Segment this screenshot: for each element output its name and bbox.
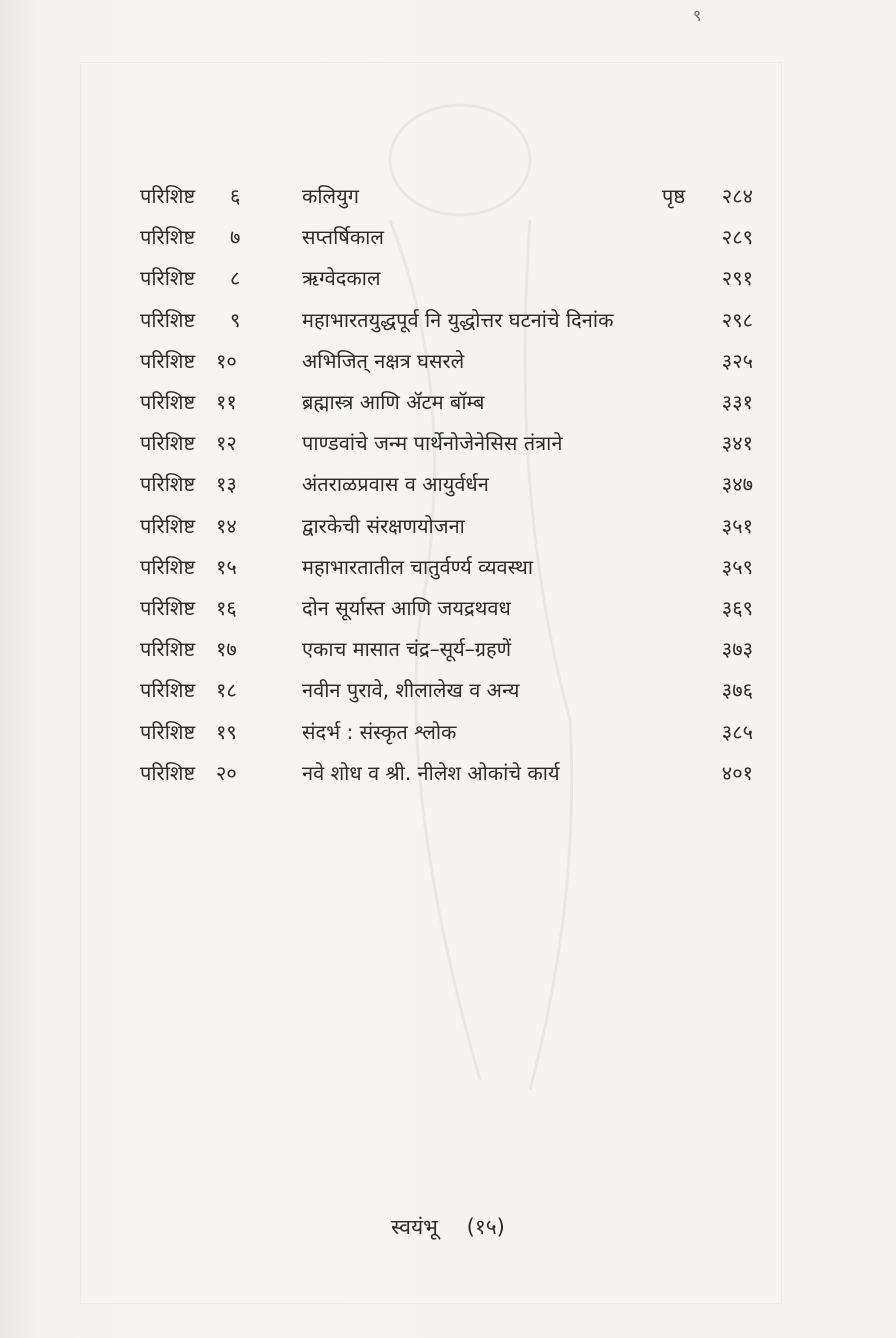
appendix-label: परिशिष्ट xyxy=(140,678,196,703)
appendix-number: ११ xyxy=(216,390,237,414)
toc-row xyxy=(0,547,896,587)
appendix-label: परिशिष्ट xyxy=(140,472,196,497)
appendix-title[interactable]: सप्तर्षिकाल xyxy=(302,225,384,250)
page-number: ३५१ xyxy=(721,513,753,538)
page-prefix: पृष्ठ xyxy=(662,184,686,208)
appendix-label: परिशिष्ट xyxy=(140,266,196,291)
appendix-label: परिशिष्ट xyxy=(140,184,196,208)
appendix-number: १४ xyxy=(216,513,237,538)
appendix-title[interactable]: अभिजित् नक्षत्र घसरले xyxy=(302,348,465,373)
toc-row xyxy=(0,629,896,669)
toc-row xyxy=(0,588,896,628)
appendix-title[interactable]: एकाच मासात चंद्र–सूर्य–ग्रहणें xyxy=(302,637,512,662)
appendix-number: १२ xyxy=(216,431,237,456)
appendix-number: १३ xyxy=(216,472,237,497)
appendix-title[interactable]: द्वारकेची संरक्षणयोजना xyxy=(302,513,465,538)
page-number: ३७३ xyxy=(721,637,753,662)
toc-row xyxy=(0,506,896,546)
appendix-number: १८ xyxy=(216,678,237,703)
appendix-title[interactable]: दोन सूर्यास्त आणि जयद्रथवध xyxy=(302,596,511,620)
appendix-label: परिशिष्ट xyxy=(140,431,196,456)
appendix-title[interactable]: ब्रह्मास्त्र आणि ॲटम बॉम्ब xyxy=(302,390,485,414)
page-number: ३५९ xyxy=(721,554,753,579)
toc-row xyxy=(0,258,896,298)
appendix-number: ८ xyxy=(230,266,241,291)
appendix-label: परिशिष्ट xyxy=(140,307,196,332)
toc-row xyxy=(0,341,896,381)
appendix-label: परिशिष्ट xyxy=(140,225,196,250)
appendix-number: ९ xyxy=(230,307,241,332)
appendix-number: ७ xyxy=(230,225,241,250)
page-number: ३३१ xyxy=(721,390,753,414)
appendix-title[interactable]: पाण्डवांचे जन्म पार्थेनोजेनेसिस तंत्राने xyxy=(302,431,563,456)
page-number: ३२५ xyxy=(721,348,753,373)
appendix-number: १७ xyxy=(216,637,237,662)
footer-page-number: (१५) xyxy=(466,1215,505,1239)
page-number: २८९ xyxy=(721,225,753,250)
toc-row xyxy=(0,176,896,216)
appendix-number: १० xyxy=(216,348,237,373)
page-number: ३८५ xyxy=(721,719,753,744)
appendix-number: ६ xyxy=(230,184,241,208)
page-number: ४०१ xyxy=(721,760,753,785)
toc-row xyxy=(0,423,896,463)
toc-row xyxy=(0,753,896,793)
page-number: ३४१ xyxy=(721,431,753,456)
page-number: २८४ xyxy=(721,184,753,208)
appendix-number: १६ xyxy=(216,596,237,620)
appendix-label: परिशिष्ट xyxy=(140,348,196,373)
appendix-title[interactable]: संदर्भ : संस्कृत श्लोक xyxy=(302,719,457,744)
page-footer xyxy=(0,1210,896,1244)
appendix-title[interactable]: ऋग्वेदकाल xyxy=(302,266,381,291)
toc-row xyxy=(0,217,896,257)
appendix-label: परिशिष्ट xyxy=(140,513,196,538)
page-number: ३६९ xyxy=(721,596,753,620)
appendix-label: परिशिष्ट xyxy=(140,390,196,414)
toc-row xyxy=(0,670,896,710)
appendix-title[interactable]: महाभारतातील चातुर्वर्ण्य व्यवस्था xyxy=(302,554,534,579)
page-number: ३७६ xyxy=(721,678,753,703)
toc-row xyxy=(0,712,896,752)
appendix-title[interactable]: अंतराळप्रवास व आयुर्वर्धन xyxy=(302,472,489,497)
appendix-label: परिशिष्ट xyxy=(140,719,196,744)
appendix-label: परिशिष्ट xyxy=(140,760,196,785)
appendix-number: २० xyxy=(216,760,237,785)
corner-page-mark: ९ xyxy=(693,6,702,25)
appendix-number: १५ xyxy=(216,554,237,579)
appendix-title[interactable]: नवे शोध व श्री. नीलेश ओकांचे कार्य xyxy=(302,760,560,785)
page-number: ३४७ xyxy=(721,472,753,497)
appendix-label: परिशिष्ट xyxy=(140,637,196,662)
appendix-label: परिशिष्ट xyxy=(140,554,196,579)
appendix-number: १९ xyxy=(216,719,237,744)
appendix-label: परिशिष्ट xyxy=(140,596,196,620)
book-title: स्वयंभू xyxy=(391,1215,438,1239)
page-number: २९८ xyxy=(721,307,753,332)
toc-row xyxy=(0,464,896,504)
appendix-title[interactable]: महाभारतयुद्धपूर्व नि युद्धोत्तर घटनांचे दिनांक xyxy=(302,307,614,332)
toc-row xyxy=(0,300,896,340)
toc-row xyxy=(0,382,896,422)
page-number: २९१ xyxy=(721,266,753,291)
appendix-title[interactable]: नवीन पुरावे, शीलालेख व अन्य xyxy=(302,678,520,703)
appendix-title[interactable]: कलियुग xyxy=(302,184,359,208)
